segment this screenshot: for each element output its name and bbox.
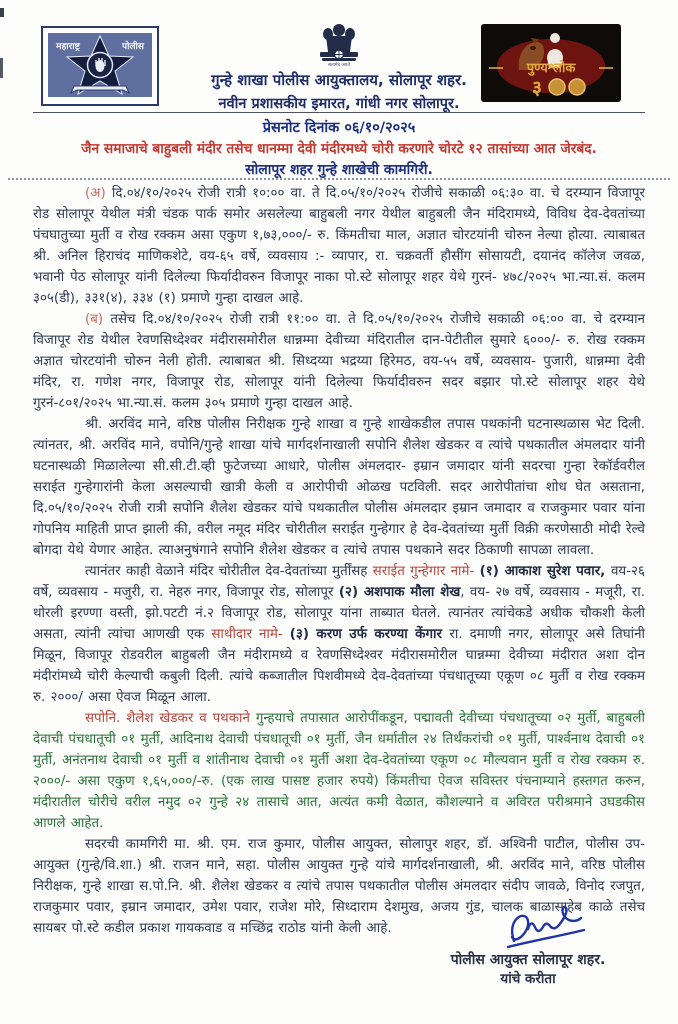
text-segment-normal: त्यानंतर काही वेळाने मंदिर चोरीतील देव-देवतांच्या मुर्तींसह — [85, 564, 373, 579]
text-segment-normal: वय-२६ वर्षे, व्यवसाय - मजुरी, रा. नेहरु नगर, विजापूर रोड, सोलापूर — [33, 564, 645, 600]
text-segment-normal: श्री. अरविंद माने, वरिष्ठ पोलीस निरीक्षक गुन्हे शाखा व गुन्हे शाखेकडील तपास पथकांनी घटनास्थळास भेट दिली. त्यांनतर, श्री. अरविंद माने, वपोनि/गुन्हे शाखा यांचे मार्गदर्शनाखाली सपोनि शैलेश खेडकर व त्यांचे पथकातील अंमलदार यांनी घटनास्थळी मिळालेल्या सी.सी.टी.व्ही फुटेजच्या आधारे, पोलीस अंमलदार- इम्रान जमादार यांनी सदरचा गुन्हा रेकॉर्डवरील सराईत गुन्हेगारांनी केला असल्याची खात्री केली व आरोपीची ओळख पटविली. सदर आरोपीतांचा शोध घेत असताना, दि.०५/१०/२०२५ रोजी रात्री सपोनि शैलेश खेडकर यांचे पथकातील पोलीस अंमलदार इम्रान जमादार व राजकुमार पवार यांना गोपनिय माहिती प्राप्त झाली की, वरील नमूद मंदिर चोरीतील सराईत गुन्हेगार हे देव-देवतांच्या मुर्ती विक्री करणेसाठी मोदी रेल्वे बोगदा येथे येणार आहेत. त्याअनुषंगाने सपोनि शैलेश खेडकर व त्यांचे तपास पथकाने सदर ठिकाणी सापळा लावला. — [33, 417, 645, 558]
signature-icon — [498, 903, 594, 955]
pressnote-date-line: प्रेसनोट दिनांक ०६/१०/२०२५ — [262, 120, 416, 136]
letterhead — [33, 22, 645, 110]
paragraph — [33, 708, 645, 834]
paragraph — [33, 414, 645, 561]
text-segment-normal: तसेच दि.०४/१०/२०२५ रोजी रात्री ११:०० वा. ते दि.०५/१०/२०२५ रोजीचे सकाळी ०६:०० वा. चे दरम्यान विजापूर रोड येथील रेवणसिध्देश्वर मंदीरासमोरील धान्नम्मा देवीच्या मंदिरातील दान-पेटीतील सुमारे ६०००/- रु. रोख रक्कम अज्ञात चोरटयांनी चोरुन नेली होती. त्याबाबत श्री. सिध्दय्या भद्रय्या हिरेमठ, वय-५५ वर्षे, व्यवसाय- पुजारी, धान्नम्मा देवी मंदिर, रा. गणेश नगर, विजापूर रोड, सोलापूर यांनी दिलेल्या फिर्यादीवरुन सदर बझार पो.स्टे सोलापूर शहर येथे गुरनं-८०१/२०२५ भा.न्या.सं. कलम ३०५ प्रमाणे गुन्हा दाखल आहे. — [33, 312, 645, 411]
text-segment-normal: दि.०४/१०/२०२५ रोजी रात्री १०:०० वा. ते दि.०५/१०/२०२५ रोजीचे सकाळी ०६:३० वा. चे दरम्यान विजापूर रोड सोलापूर येथील मंत्री चंडक पार्क समोर असलेल्या बाहुबली नगर येथील बाहुबली जैन मंदिरामध्ये, विविध देव-देवतांच्या पंचघातुच्या मुर्ती व रोख रक्कम असा एकुण १,७३,०००/- रु. किंमतीचा माल, अज्ञात चोरटयांनी चोरुन नेल्या होत्या. त्याबाबत श्री. अनिल हिराचंद माणिकशेटे, वय-६५ वर्षे, व्यवसाय :- व्यापार, रा. चक्रवर्ती हौसींग सोसायटी, दयानंद कॉलेज जवळ, भवानी पेठ सोलापूर यांनी दिलेल्या फिर्यादीवरुन विजापूर नाका पो.स्टे सोलापूर शहर येथे गुरनं- ४७८/२०२५ भा.न्या.सं. कलम ३०५(डी), ३३१(४), ३३४ (१) प्रमाणे गुन्हा दाखल आहे. — [33, 186, 645, 306]
subheadline: सोलापूर शहर गुन्हे शाखेची कामगिरी. — [245, 162, 433, 178]
text-segment-green: गुन्हयाचे तपासात आरोपींकडून, पद्मावती देवीच्या पंचधातूच्या ०२ मुर्ती, बाहुबली देवाची पंचधातूची ०१ मुर्ती, आदिनाथ देवाची पंचधातूची ०१ मुर्ती, जैन धर्मातील २४ तिर्थंकरांची ०१ मुर्ती, पार्श्वनाथ देवाची ०१ मुर्ती, अनंतनाथ देवाची ०१ मुर्ती व शांतीनाथ देवाची ०१ मुर्ती अशा देव-देवतांच्या एकूण ०८ मौल्यवान मुर्ती व रोख रक्कम रु. २०००/- असा एकुण १,६५,०००/-रु. (एक लाख पासष्ट हजार रुपये) किंमतीचा ऐवज सविस्तर पंचनाम्याने हस्तगत करुन, मंदीरातील चोरीचे वरील नमुद ०२ गुन्हे २४ तासाचे आत, अत्यंत कमी वेळात, कौशल्याने व अविरत परीश्रमाने उघडकीस आणले आहेत. — [33, 711, 645, 831]
text-segment-marker: (अ) — [85, 186, 112, 201]
letterhead-center — [169, 22, 509, 113]
paragraph — [33, 183, 645, 309]
text-segment-bold: (१) आकाश सुरेश पवार, — [479, 564, 611, 579]
text-segment-red: सराईत गुन्हेगार नामे- — [372, 564, 480, 579]
text-segment-red: सपोनि. शैलेश खेडकर व पथकाने — [85, 711, 256, 726]
text-segment-normal: सदरची कामगिरी मा. श्री. एम. राज कुमार, पोलीस आयुक्त, सोलापुर शहर, डॉ. अश्विनी पाटील, पोलीस उप-आयुक्त (गुन्हे/वि.शा.) श्री. राजन माने, सहा. पोलीस आयुक्त गुन्हे यांचे मार्गदर्शनाखाली, श्री. अरविंद माने, वरिष्ठ पोलीस निरीक्षक, गुन्हे शाखा स.पो.नि. श्री. शैलेश खेडकर व त्यांचे तपास पथकातील पोलीस अंमलदार संदीप जावळे, विनोद रजपुत, राजकुमार पवार, इम्रान जमादार, उमेश पवार, राजेश मोरे, सिध्दाराम देशमुख, अजय गुंड, चालक बाळासाहेब काळे तसेच सायबर पो.स्टे कडील प्रकाश गायकवाड व मच्छिंद्र राठोड यांनी केली आहे. — [33, 837, 645, 936]
org-name-line1: गुन्हे शाखा पोलीस आयुक्तालय, सोलापूर शहर. — [211, 71, 467, 89]
text-segment-bold: (३) करण उर्फ करण्या केंगार — [289, 627, 450, 642]
title-block — [33, 118, 645, 180]
org-address-line2: नवीन प्रशासकीय इमारत, गांधी नगर सोलापूर. — [218, 96, 460, 112]
text-segment-marker: (ब) — [85, 312, 111, 327]
body-paragraphs — [33, 183, 645, 939]
signatory-for: यांचे करीता — [500, 971, 556, 987]
signatory-designation: पोलीस आयुक्त सोलापूर शहर. — [450, 952, 606, 968]
header-divider — [33, 112, 645, 113]
dotted-divider — [8, 178, 670, 180]
logo-label-maharashtra: महाराष्ट्र — [56, 42, 80, 52]
paragraph — [33, 309, 645, 414]
text-segment-normal: , वय- २७ वर्षे, व्यवसाय - मजूरी, रा. थोरली इरण्णा वस्ती, झो.पटटी नं.२ विजापूर रोड, सोलापूर यांना ताब्यात घेतले. त्यानंतर त्यांचेकडे अधीक चौकशी केली असता, त्यांनी त्यांचा आणखी एक — [33, 585, 646, 642]
punyashlok-300-logo-icon — [481, 24, 621, 102]
text-segment-bold: (२) अशपाक मौला शेख — [338, 585, 461, 600]
paragraph — [33, 561, 645, 708]
text-segment-red: साथीदार नामे- — [211, 627, 290, 642]
ashoka-emblem-icon — [314, 22, 364, 68]
punyashlok-number: ३ — [532, 77, 542, 99]
text-segment-normal: रा. दमाणी नगर, सोलापूर असे तिघांनी मिळून, विजापूर रोडवरील बाहुबली जैन मंदीरामध्ये व रेवणसिध्देश्वर मंदीरासमोरील घान्नम्मा देवीच्या मंदीरात अशा दोन मंदीरांमध्ये चोरी केल्याची कबुली दिली. त्यांचे कब्जातील पिशवीमध्ये देव-देवतांच्या पंचधातूच्या एकूण ०८ मुर्ती व रोख रक्कम रु. २०००/ असा ऐवज मिळून आला. — [33, 627, 645, 705]
maharashtra-police-logo — [41, 26, 159, 110]
logo-label-police: पोलीस — [122, 42, 144, 52]
headline: जैन समाजाचे बाहुबली मंदीर तसेच धानम्मा देवी मंदीरमध्ये चोरी करणारे चोरटे १२ तासांच्या आत जेरबंद. — [81, 141, 597, 157]
scan-artifact — [0, 58, 3, 78]
emblem-caption: सत्यमेव जयते — [327, 63, 351, 68]
punyashlok-300-logo — [481, 24, 621, 106]
signature-block — [408, 903, 648, 988]
scan-artifact — [0, 8, 4, 17]
maharashtra-police-logo-icon — [41, 26, 159, 106]
punyashlok-title: पुण्यश्लोक — [526, 61, 576, 76]
